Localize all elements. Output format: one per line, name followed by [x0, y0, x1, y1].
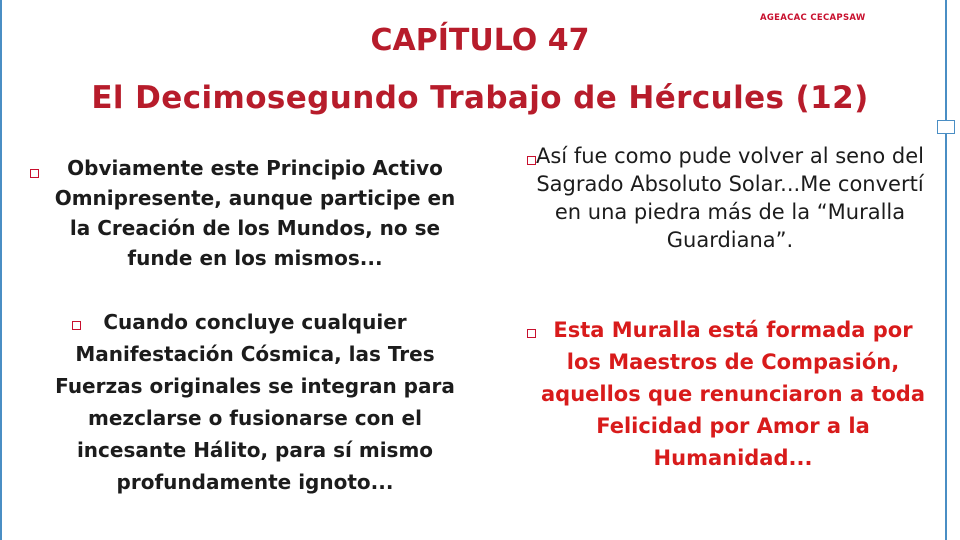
left-paragraph-2: Cuando concluye cualquier Manifestación Cósmica, las Tres Fuerzas originales se integran para mezclarse o fusionarse con el incesante Hálito, para sí mismo profundamente ignoto... [55, 310, 455, 494]
right-paragraph-2: Esta Muralla está formada por los Maestros de Compasión, aquellos que renunciaron a toda Felicidad por Amor a la Humanidad... [540, 318, 926, 470]
watermark-text: AGEACAC CECAPSAW [760, 13, 866, 23]
right-paragraph-1: Así fue como pude volver al seno del Sagrado Absoluto Solar...Me convertí en una piedra más de la “Muralla Guardiana”. [536, 144, 924, 252]
square-bullet-icon [527, 329, 536, 338]
chapter-subtitle: El Decimosegundo Trabajo de Hércules (12) [91, 80, 869, 116]
left-paragraph-1: Obviamente este Principio Activo Omnipresente, aunque participe en la Creación de los Mundos, no se funde en los mismos... [54, 156, 456, 270]
square-bullet-icon [30, 169, 39, 178]
corner-box-decoration [937, 120, 955, 134]
chapter-title: CAPÍTULO 47 [370, 23, 590, 58]
